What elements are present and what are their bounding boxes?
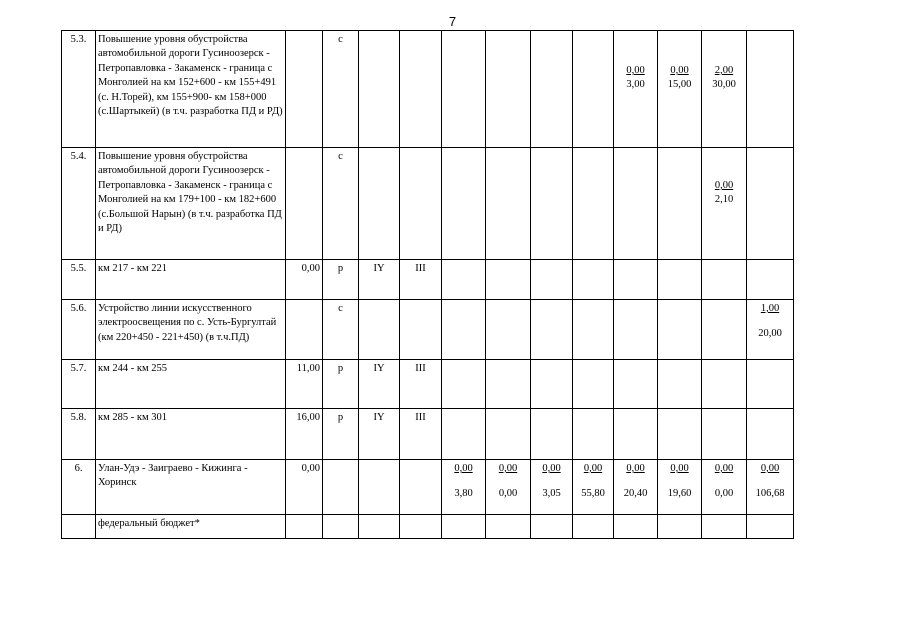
value-cell: 0,00 2,10 — [702, 148, 747, 260]
work-type: р — [323, 360, 359, 409]
row-number: 5.3. — [62, 31, 96, 148]
value-cell: 0,00 3,05 — [531, 460, 573, 515]
row-number: 5.5. — [62, 260, 96, 300]
category-to: III — [400, 360, 442, 409]
road-works-table — [61, 30, 794, 539]
row-number: 5.4. — [62, 148, 96, 260]
object-name: Повышение уровня обустройства автомобильной дороги Гусиноозерск - Петропавловка - Закаменск - граница с Монголией на км 152+600 - км 155+491 (с. Н.Торей), км 155+900- км 158+000 (с.Шартыкей) (в т.ч. разработка ПД и РД) — [96, 31, 286, 148]
object-name: км 285 - км 301 — [96, 409, 286, 460]
length-cell: 0,00 — [286, 460, 323, 515]
row-number: 5.8. — [62, 409, 96, 460]
value-cell: 0,00 3,00 — [614, 31, 658, 148]
table-row — [62, 260, 794, 300]
value-cell: 0,00 19,60 — [658, 460, 702, 515]
row-number: 5.6. — [62, 300, 96, 360]
object-name: км 244 - км 255 — [96, 360, 286, 409]
length-cell: 16,00 — [286, 409, 323, 460]
row-number: 6. — [62, 460, 96, 515]
table-row — [62, 515, 794, 539]
value-cell: 0,00 20,40 — [614, 460, 658, 515]
work-type: с — [323, 148, 359, 260]
object-name: Повышение уровня обустройства автомобильной дороги Гусиноозерск - Петропавловка - Закаменск - граница с Монголией на км 179+100 - км 182+600 (с.Большой Нарын) (в т.ч. разработка ПД и РД) — [96, 148, 286, 260]
value-cell: 2,00 30,00 — [702, 31, 747, 148]
table-row — [62, 31, 794, 148]
object-name: км 217 - км 221 — [96, 260, 286, 300]
table-row — [62, 409, 794, 460]
object-name: Устройство линии искусственного электроосвещения по с. Усть-Бургултай (км 220+450 - 221+450) (в т.ч.ПД) — [96, 300, 286, 360]
value-cell: 0,00 3,80 — [442, 460, 486, 515]
category-from: IY — [359, 360, 400, 409]
length-cell: 11,00 — [286, 360, 323, 409]
work-type: с — [323, 300, 359, 360]
category-from: IY — [359, 409, 400, 460]
table-row — [62, 300, 794, 360]
table-row — [62, 148, 794, 260]
object-name: Улан-Удэ - Заиграево - Кижинга - Хоринск — [96, 460, 286, 515]
work-type: с — [323, 31, 359, 148]
length-cell — [286, 31, 323, 148]
length-cell: 0,00 — [286, 260, 323, 300]
value-cell: 1,00 20,00 — [747, 300, 794, 360]
value-cell: 0,00 106,68 — [747, 460, 794, 515]
value-cell: 0,00 0,00 — [486, 460, 531, 515]
category-from: IY — [359, 260, 400, 300]
value-cell: 0,00 55,80 — [573, 460, 614, 515]
work-type: р — [323, 260, 359, 300]
value-cell: 0,00 15,00 — [658, 31, 702, 148]
row-number: 5.7. — [62, 360, 96, 409]
work-type: р — [323, 409, 359, 460]
budget-label: федеральный бюджет* — [96, 515, 286, 539]
category-to: III — [400, 260, 442, 300]
table-row — [62, 360, 794, 409]
category-to: III — [400, 409, 442, 460]
value-cell: 0,00 0,00 — [702, 460, 747, 515]
table-row — [62, 460, 794, 515]
page-number: 7 — [448, 14, 457, 29]
